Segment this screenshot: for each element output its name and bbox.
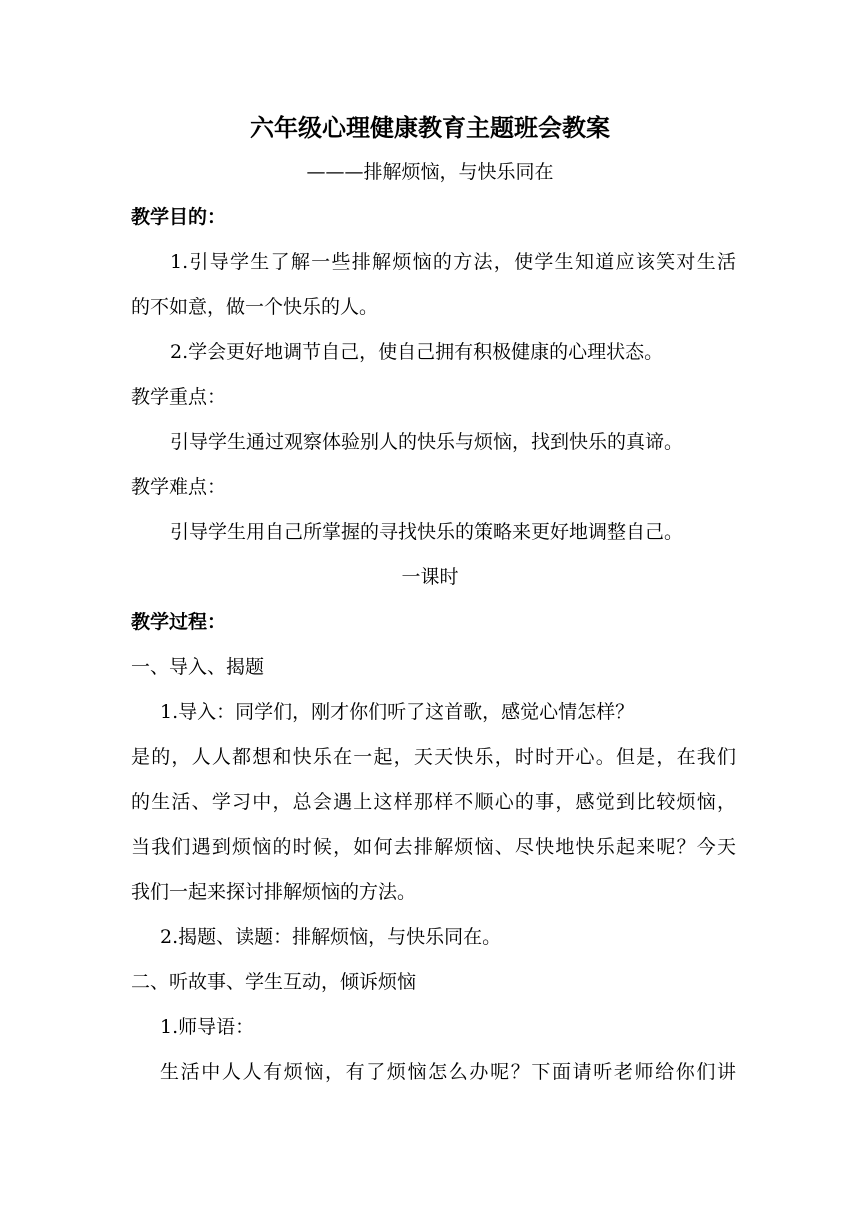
objective-2: 2.学会更好地调节自己，使自己拥有积极健康的心理状态。 bbox=[170, 341, 664, 363]
document-title: 六年级心理健康教育主题班会教案 bbox=[250, 113, 610, 142]
difficulty-text: 引导学生用自己所掌握的寻找快乐的策略来更好地调整自己。 bbox=[170, 521, 684, 543]
objective-1-line-2: 的不如意，做一个快乐的人。 bbox=[131, 296, 379, 318]
objective-1-line-1: 1.引导学生了解一些排解烦恼的方法，使学生知道应该笑对生活 bbox=[170, 251, 736, 273]
intro-paragraph-line-4: 我们一起来探讨排解烦恼的方法。 bbox=[131, 881, 417, 903]
topic-line: 2.揭题、读题：排解烦恼，与快乐同在。 bbox=[160, 926, 502, 948]
difficulty-heading: 教学难点： bbox=[131, 476, 227, 498]
key-point-heading: 教学重点： bbox=[131, 386, 227, 408]
process-heading: 教学过程： bbox=[131, 611, 227, 633]
key-point-text: 引导学生通过观察体验别人的快乐与烦恼，找到快乐的真谛。 bbox=[170, 431, 684, 453]
intro-line: 1.导入：同学们，刚才你们听了这首歌，感觉心情怎样？ bbox=[160, 701, 635, 723]
duration-text: 一课时 bbox=[401, 566, 459, 588]
teacher-intro-label: 1.师导语： bbox=[160, 1016, 255, 1038]
intro-paragraph-line-1: 是的，人人都想和快乐在一起，天天快乐，时时开心。但是，在我们 bbox=[131, 746, 736, 768]
document-subtitle: ———排解烦恼，与快乐同在 bbox=[306, 161, 554, 183]
teacher-intro-text: 生活中人人有烦恼，有了烦恼怎么办呢？下面请听老师给你们讲 bbox=[160, 1061, 736, 1083]
section-1-heading: 一、导入、揭题 bbox=[131, 656, 265, 678]
section-2-heading: 二、听故事、学生互动，倾诉烦恼 bbox=[131, 971, 417, 993]
objectives-heading: 教学目的： bbox=[131, 206, 227, 228]
intro-paragraph-line-2: 的生活、学习中，总会遇上这样那样不顺心的事，感觉到比较烦恼， bbox=[131, 791, 736, 813]
intro-paragraph-line-3: 当我们遇到烦恼的时候，如何去排解烦恼、尽快地快乐起来呢？今天 bbox=[131, 836, 736, 858]
